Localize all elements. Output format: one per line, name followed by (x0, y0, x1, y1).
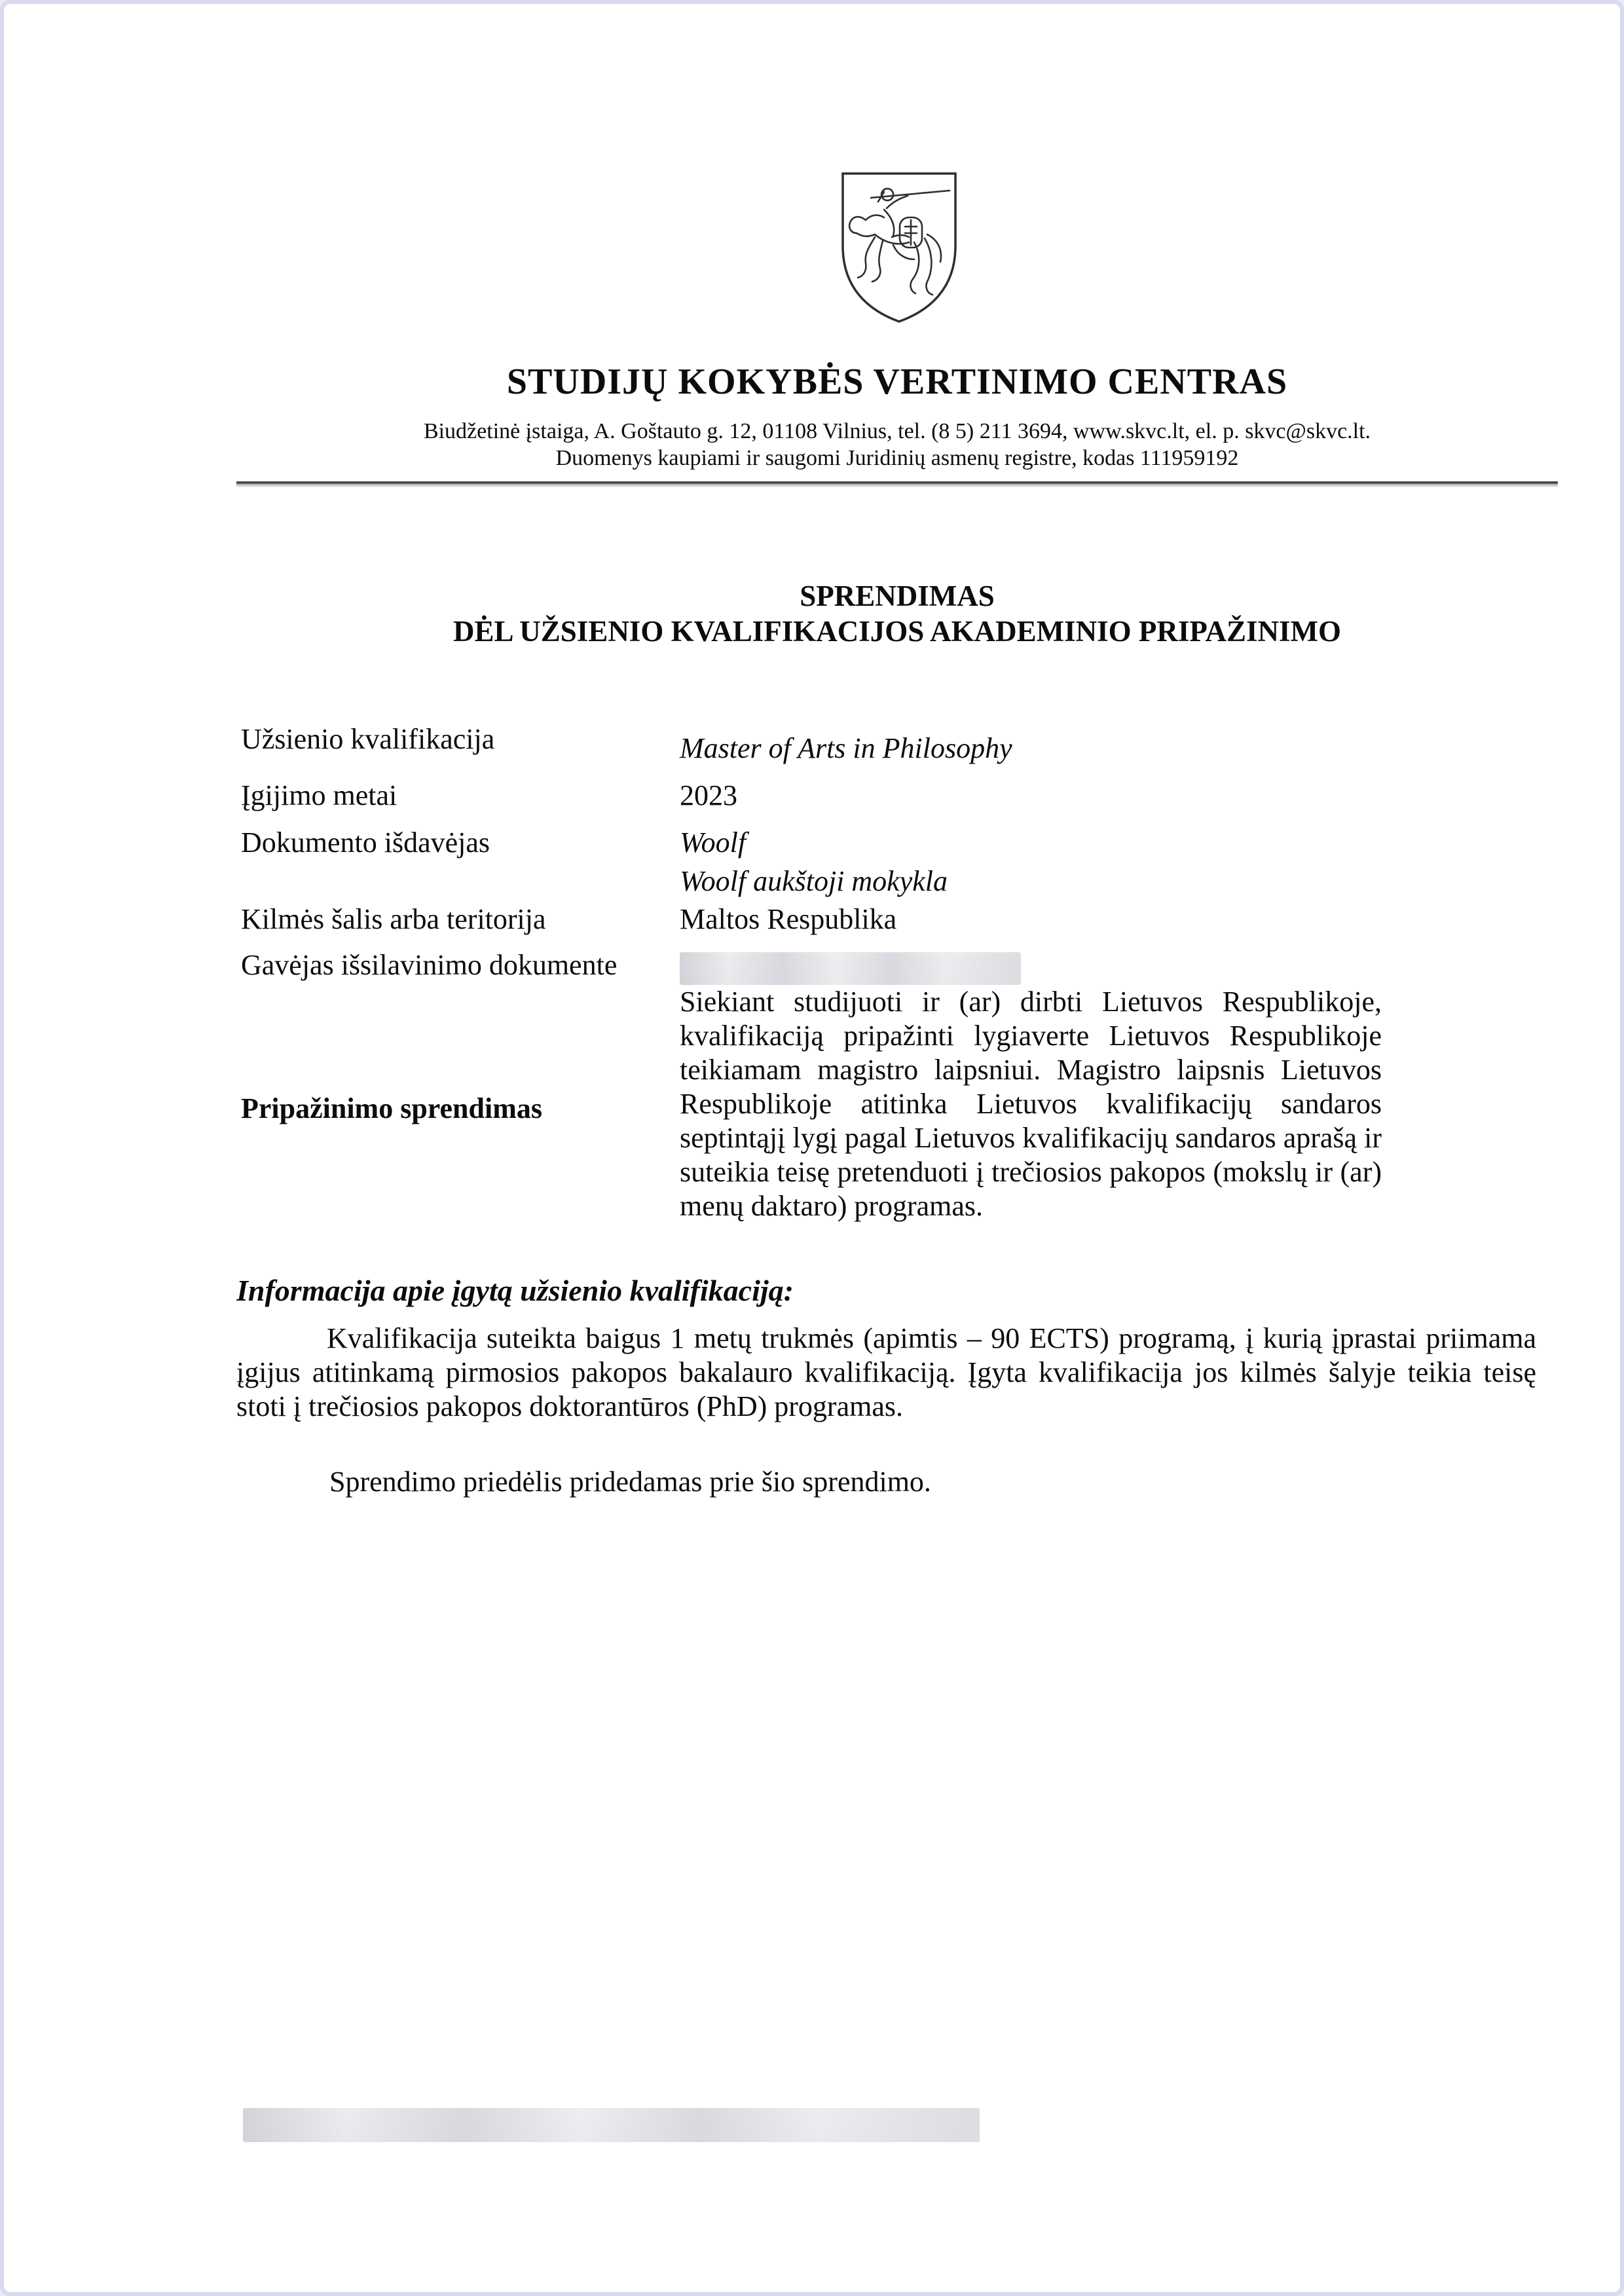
field-label-recipient: Gavėjas išsilavinimo dokumente (241, 949, 618, 981)
issuer-line2: Woolf aukštoji mokykla (680, 865, 948, 897)
org-name: STUDIJŲ KOKYBĖS VERTINIMO CENTRAS (506, 361, 1288, 402)
field-value-recognition-decision: Siekiant studijuoti ir (ar) dirbti Lietuvos Respublikoje, kvalifikaciją pripažinti lygiaverte Lietuvos Respublikoje teikiamam magistro laipsniui. Magistro laipsnis Lietuvos Respublikoje atitinka Lietuvos kvalifikacijų sandaros septintąjį lygį pagal Lietuvos kvalifikacijų sandaros aprašą ir suteikia teisę pretenduoti į trečiosios pakopos (mokslų ir (ar) menų daktaro) programas. (680, 986, 1382, 1222)
footer-redacted (243, 2108, 980, 2142)
appendix-note: Sprendimo priedėlis pridedamas prie šio sprendimo. (329, 1466, 931, 1498)
org-address-line1: Biudžetinė įstaiga, A. Goštauto g. 12, 01108 Vilnius, tel. (8 5) 211 3694, www.skvc.lt, el. p. skvc@skvc.lt. (423, 419, 1371, 443)
org-address-line2: Duomenys kaupiami ir saugomi Juridinių asmenų registre, kodas 111959192 (555, 446, 1239, 470)
field-value-country-of-origin: Maltos Respublika (680, 903, 897, 935)
field-label-country-of-origin: Kilmės šalis arba teritorija (241, 903, 546, 935)
decision-title-line1: SPRENDIMAS (800, 580, 995, 612)
lithuania-coat-of-arms-icon (837, 169, 961, 326)
issuer-line1: Woolf (680, 826, 747, 859)
decision-title-line2: DĖL UŽSIENIO KVALIFIKACIJOS AKADEMINIO PRIPAŽINIMO (452, 615, 1342, 648)
field-label-recognition-decision: Pripažinimo sprendimas (241, 1092, 543, 1124)
field-label-year-awarded: Įgijimo metai (241, 779, 397, 811)
info-section-paragraph: Kvalifikacija suteikta baigus 1 metų trukmės (apimtis – 90 ECTS) programą, į kurią įprastai priimama įgijus atitinkamą pirmosios pakopos bakalauro kvalifikaciją. Įgyta kvalifikacija jos kilmės šalyje teikia teisę stoti į trečiosios pakopos doktorantūros (PhD) programas. (236, 1322, 1536, 1422)
field-label-foreign-qualification: Užsienio kvalifikacija (241, 723, 495, 755)
field-value-foreign-qualification: Master of Arts in Philosophy (680, 732, 1012, 764)
org-address (236, 418, 1558, 472)
field-label-document-issuer: Dokumento išdavėjas (241, 826, 490, 859)
field-value-document-issuer (680, 826, 948, 898)
recipient-name-redacted (680, 952, 1021, 985)
decision-title (236, 578, 1558, 649)
field-value-year-awarded: 2023 (680, 779, 737, 811)
header-divider (236, 481, 1558, 487)
info-section-heading: Informacija apie įgytą užsienio kvalifikaciją: (236, 1274, 794, 1307)
